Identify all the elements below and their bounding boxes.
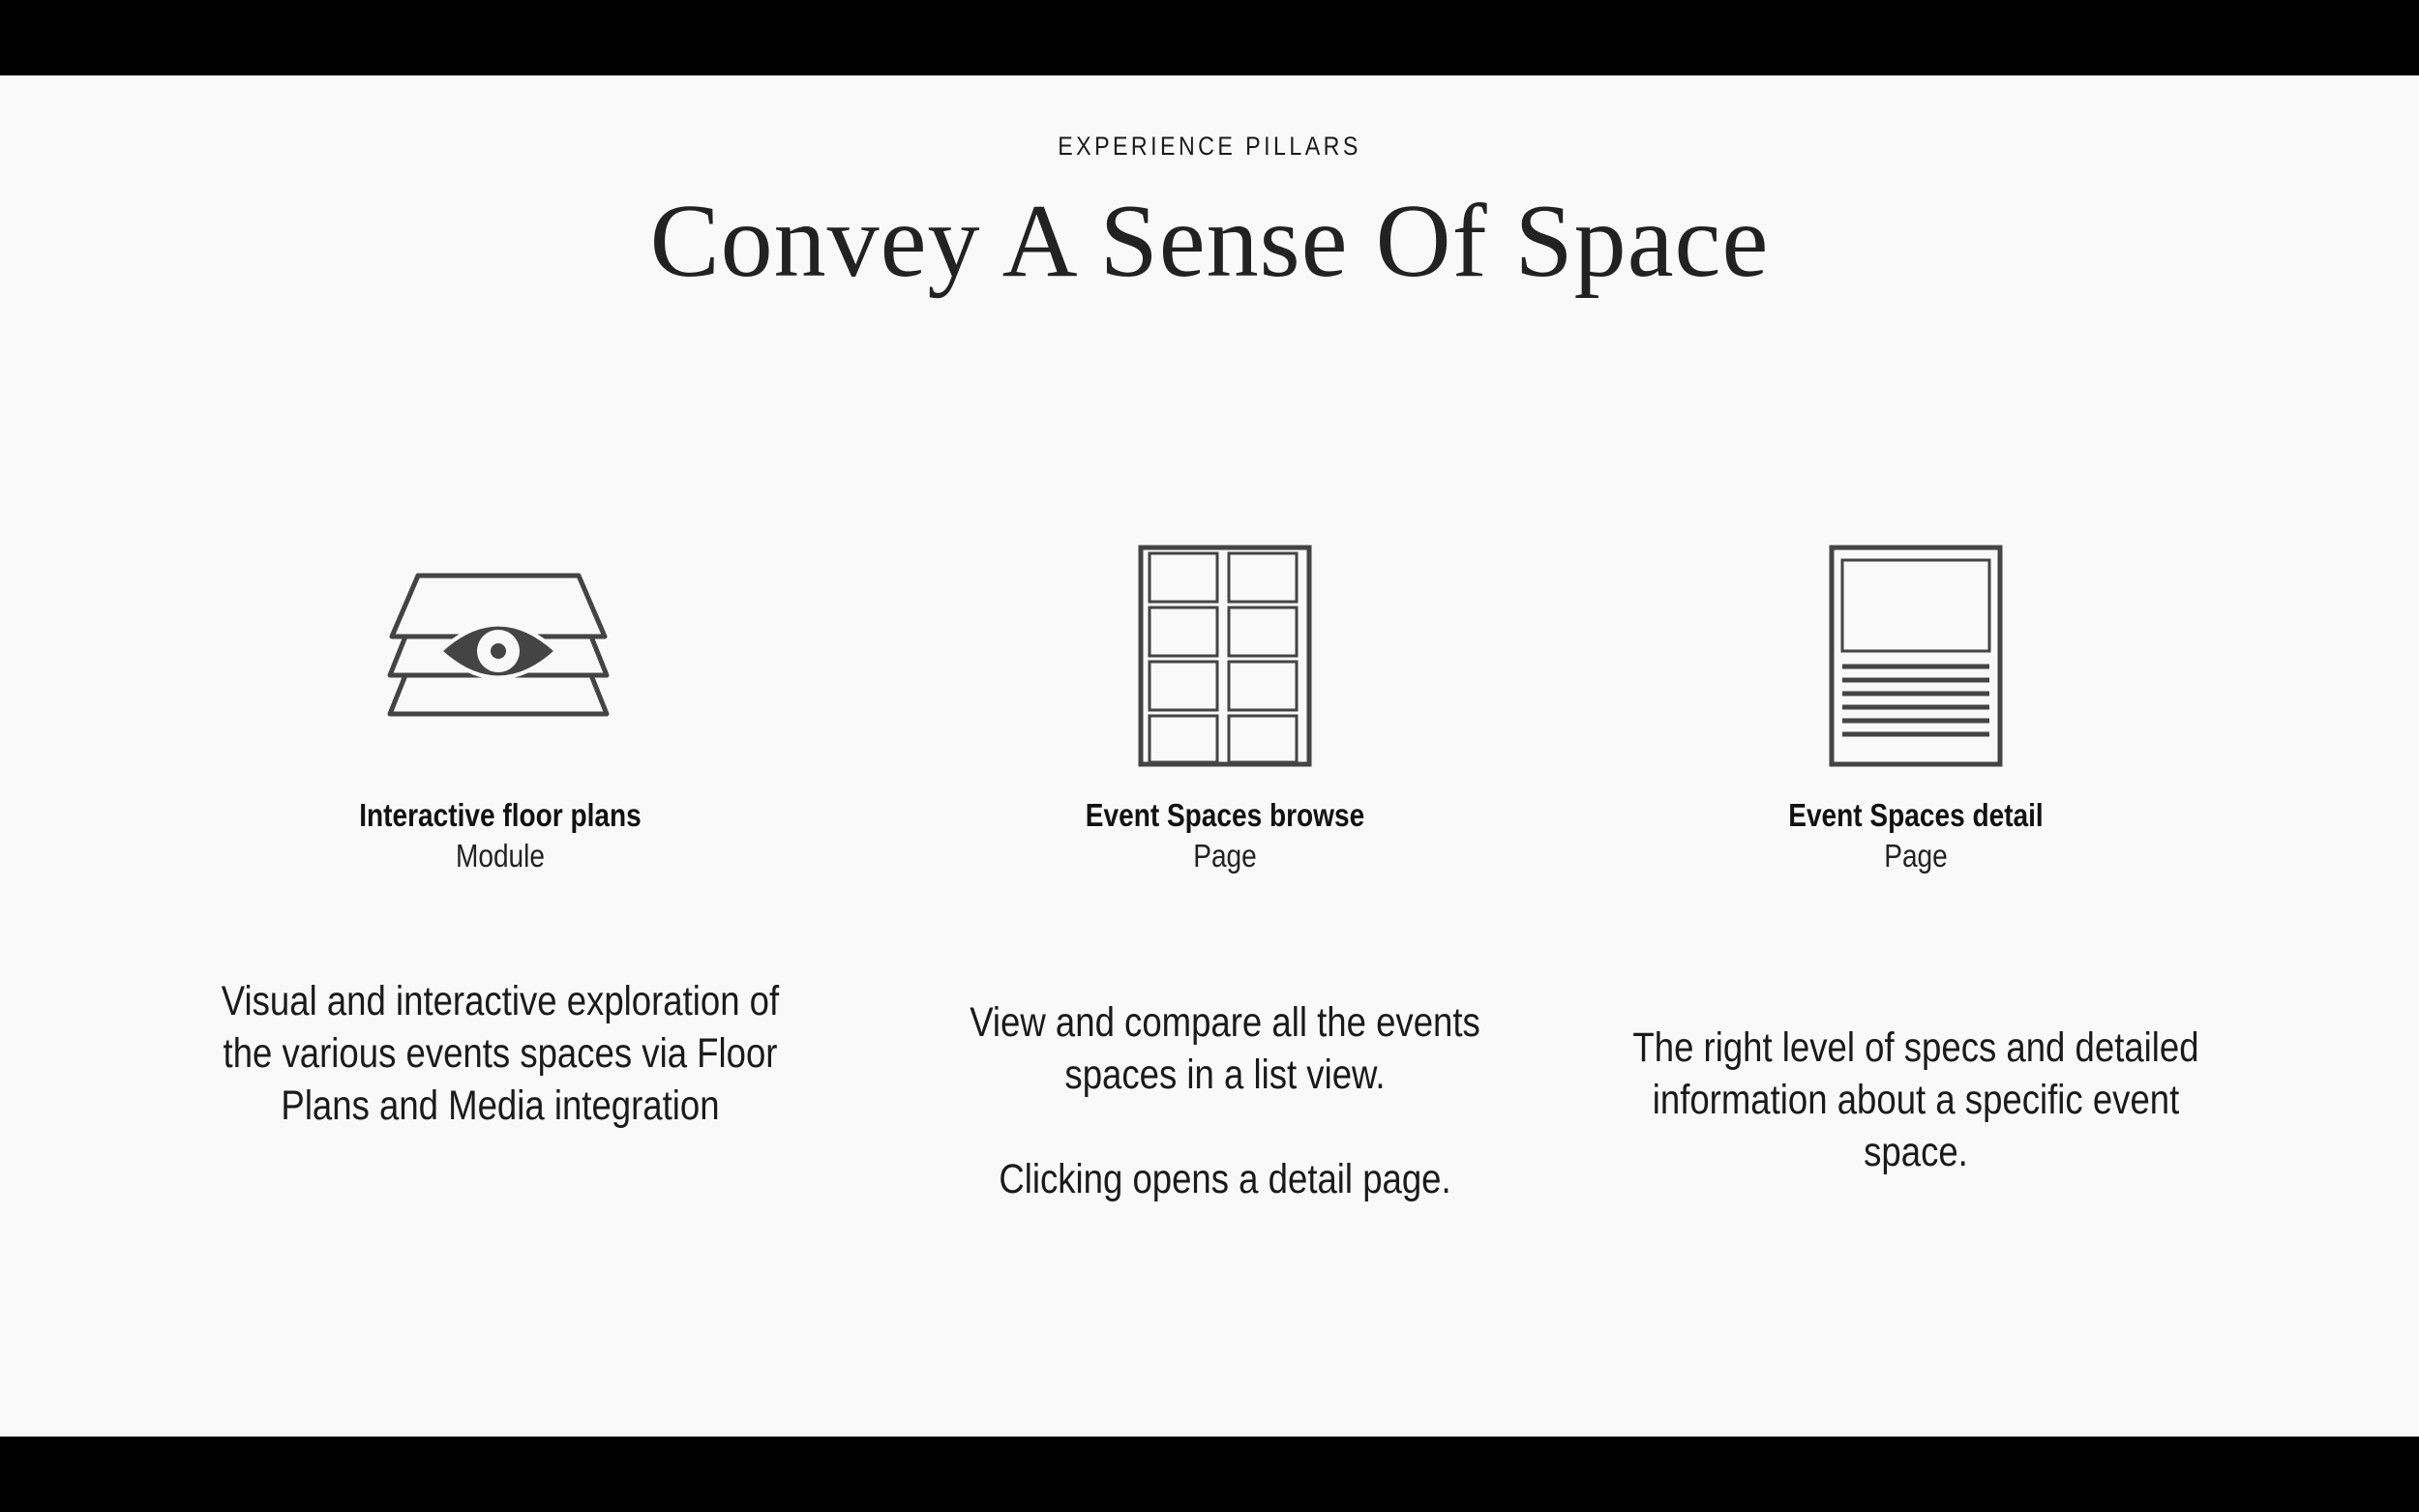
pillar-type: Module xyxy=(455,838,545,874)
letterbox-top xyxy=(0,0,2419,75)
pillar-description xyxy=(1628,1022,2204,1178)
pillar-description xyxy=(938,996,1513,1205)
eyebrow-label: EXPERIENCE PILLARS xyxy=(1058,132,1361,161)
pillar-event-spaces-browse xyxy=(886,75,1564,1437)
layered-floors-eye-icon xyxy=(162,545,839,777)
pillar-description xyxy=(213,975,789,1132)
description-paragraph: View and compare all the events spaces in a list view. xyxy=(970,999,1480,1098)
letterbox-bottom xyxy=(0,1437,2419,1512)
pillar-name: Interactive floor plans xyxy=(359,797,642,833)
pillar-name: Event Spaces detail xyxy=(1788,797,2044,833)
slide-title: Convey A Sense Of Space xyxy=(649,184,1770,299)
pillar-name: Event Spaces browse xyxy=(1085,797,1365,833)
description-paragraph: Visual and interactive exploration of the various events spaces via Floor Plans and Media integration xyxy=(221,978,780,1129)
slide xyxy=(0,75,2419,1437)
description-paragraph: Clicking opens a detail page. xyxy=(999,1156,1451,1202)
grid-page-icon xyxy=(886,545,1564,777)
pillar-event-spaces-detail xyxy=(1577,75,2255,1437)
pillar-type: Page xyxy=(1193,838,1257,874)
description-paragraph: The right level of specs and detailed information about a specific event space. xyxy=(1632,1024,2199,1175)
pillar-type: Page xyxy=(1884,838,1948,874)
detail-page-icon xyxy=(1577,545,2255,777)
pillar-interactive-floor-plans xyxy=(162,75,839,1437)
